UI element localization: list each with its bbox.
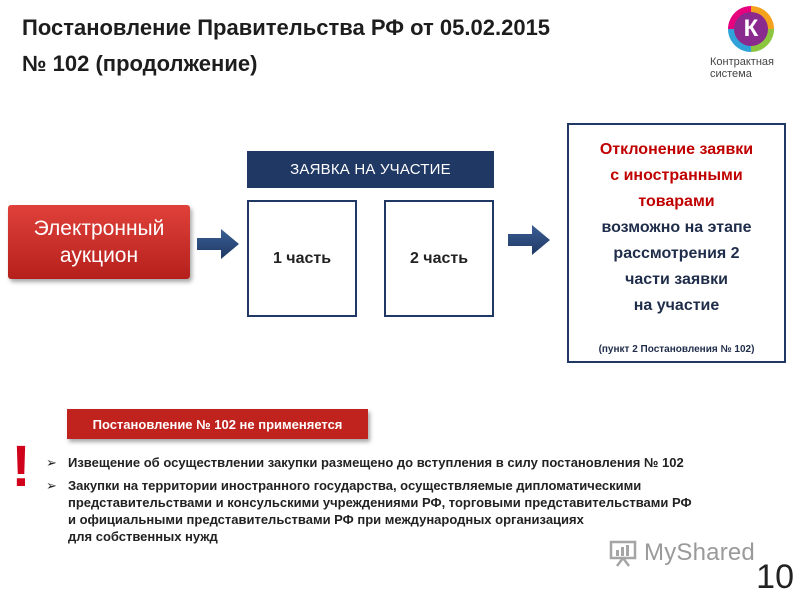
rejection-note: (пункт 2 Постановления № 102) xyxy=(598,344,755,355)
watermark xyxy=(608,535,768,571)
exclamation-icon: ! xyxy=(11,434,31,499)
arrow-bullet-icon: ➢ xyxy=(46,478,57,493)
list-item-line: Закупки на территории иностранного государства, осуществляемые дипломатическими xyxy=(68,478,642,493)
rejection-text-line-3: части заявки xyxy=(625,271,728,288)
rejection-heading-line-3: товарами xyxy=(638,193,715,210)
logo-letter: К xyxy=(734,12,768,46)
rejection-text-line-2: рассмотрения 2 xyxy=(613,245,740,262)
list-item-line: Извещение об осуществлении закупки размещено до вступления в силу постановления № 102 xyxy=(68,455,684,470)
rejection-box xyxy=(567,123,786,363)
list-item xyxy=(46,454,776,471)
logo-text-line-1: Контрактная xyxy=(710,56,774,68)
application-part-2: 2 часть xyxy=(384,200,494,317)
auction-line-1: Электронный xyxy=(33,217,165,240)
logo-text xyxy=(710,56,800,80)
rejection-text xyxy=(569,215,784,319)
page-title xyxy=(22,10,712,82)
rejection-heading-line-2: с иностранными xyxy=(610,167,743,184)
arrow-bullet-icon: ➢ xyxy=(46,455,57,470)
page-title-line-1: Постановление Правительства РФ от 05.02.2015 xyxy=(22,15,551,40)
logo-circle-icon xyxy=(728,6,774,52)
rejection-text-line-1: возможно на этапе xyxy=(601,219,752,236)
presentation-icon xyxy=(608,538,638,568)
logo-text-line-2: система xyxy=(710,68,752,80)
arrow-right-icon xyxy=(508,225,550,255)
list-item-line: для собственных нужд xyxy=(68,529,218,544)
logo xyxy=(700,6,800,86)
arrow-right-icon xyxy=(197,229,239,259)
list-item-line: и официальными представительствами РФ при международных организациях xyxy=(68,512,584,527)
page-title-line-2: № 102 (продолжение) xyxy=(22,51,258,76)
not-applied-label: Постановление № 102 не применяется xyxy=(67,409,368,439)
application-header: ЗАЯВКА НА УЧАСТИЕ xyxy=(247,151,494,188)
electronic-auction-box xyxy=(8,205,190,279)
rejection-heading-line-1: Отклонение заявки xyxy=(599,141,754,158)
page-number: 10 xyxy=(756,558,794,596)
application-part-1: 1 часть xyxy=(247,200,357,317)
auction-line-2: аукцион xyxy=(59,244,139,267)
watermark-text: MyShared xyxy=(644,539,755,566)
list-item-line: представительствами и консульскими учреждениями РФ, торговыми представительствами РФ xyxy=(68,495,692,510)
rejection-heading xyxy=(569,137,784,215)
rejection-text-line-4: на участие xyxy=(633,297,720,314)
